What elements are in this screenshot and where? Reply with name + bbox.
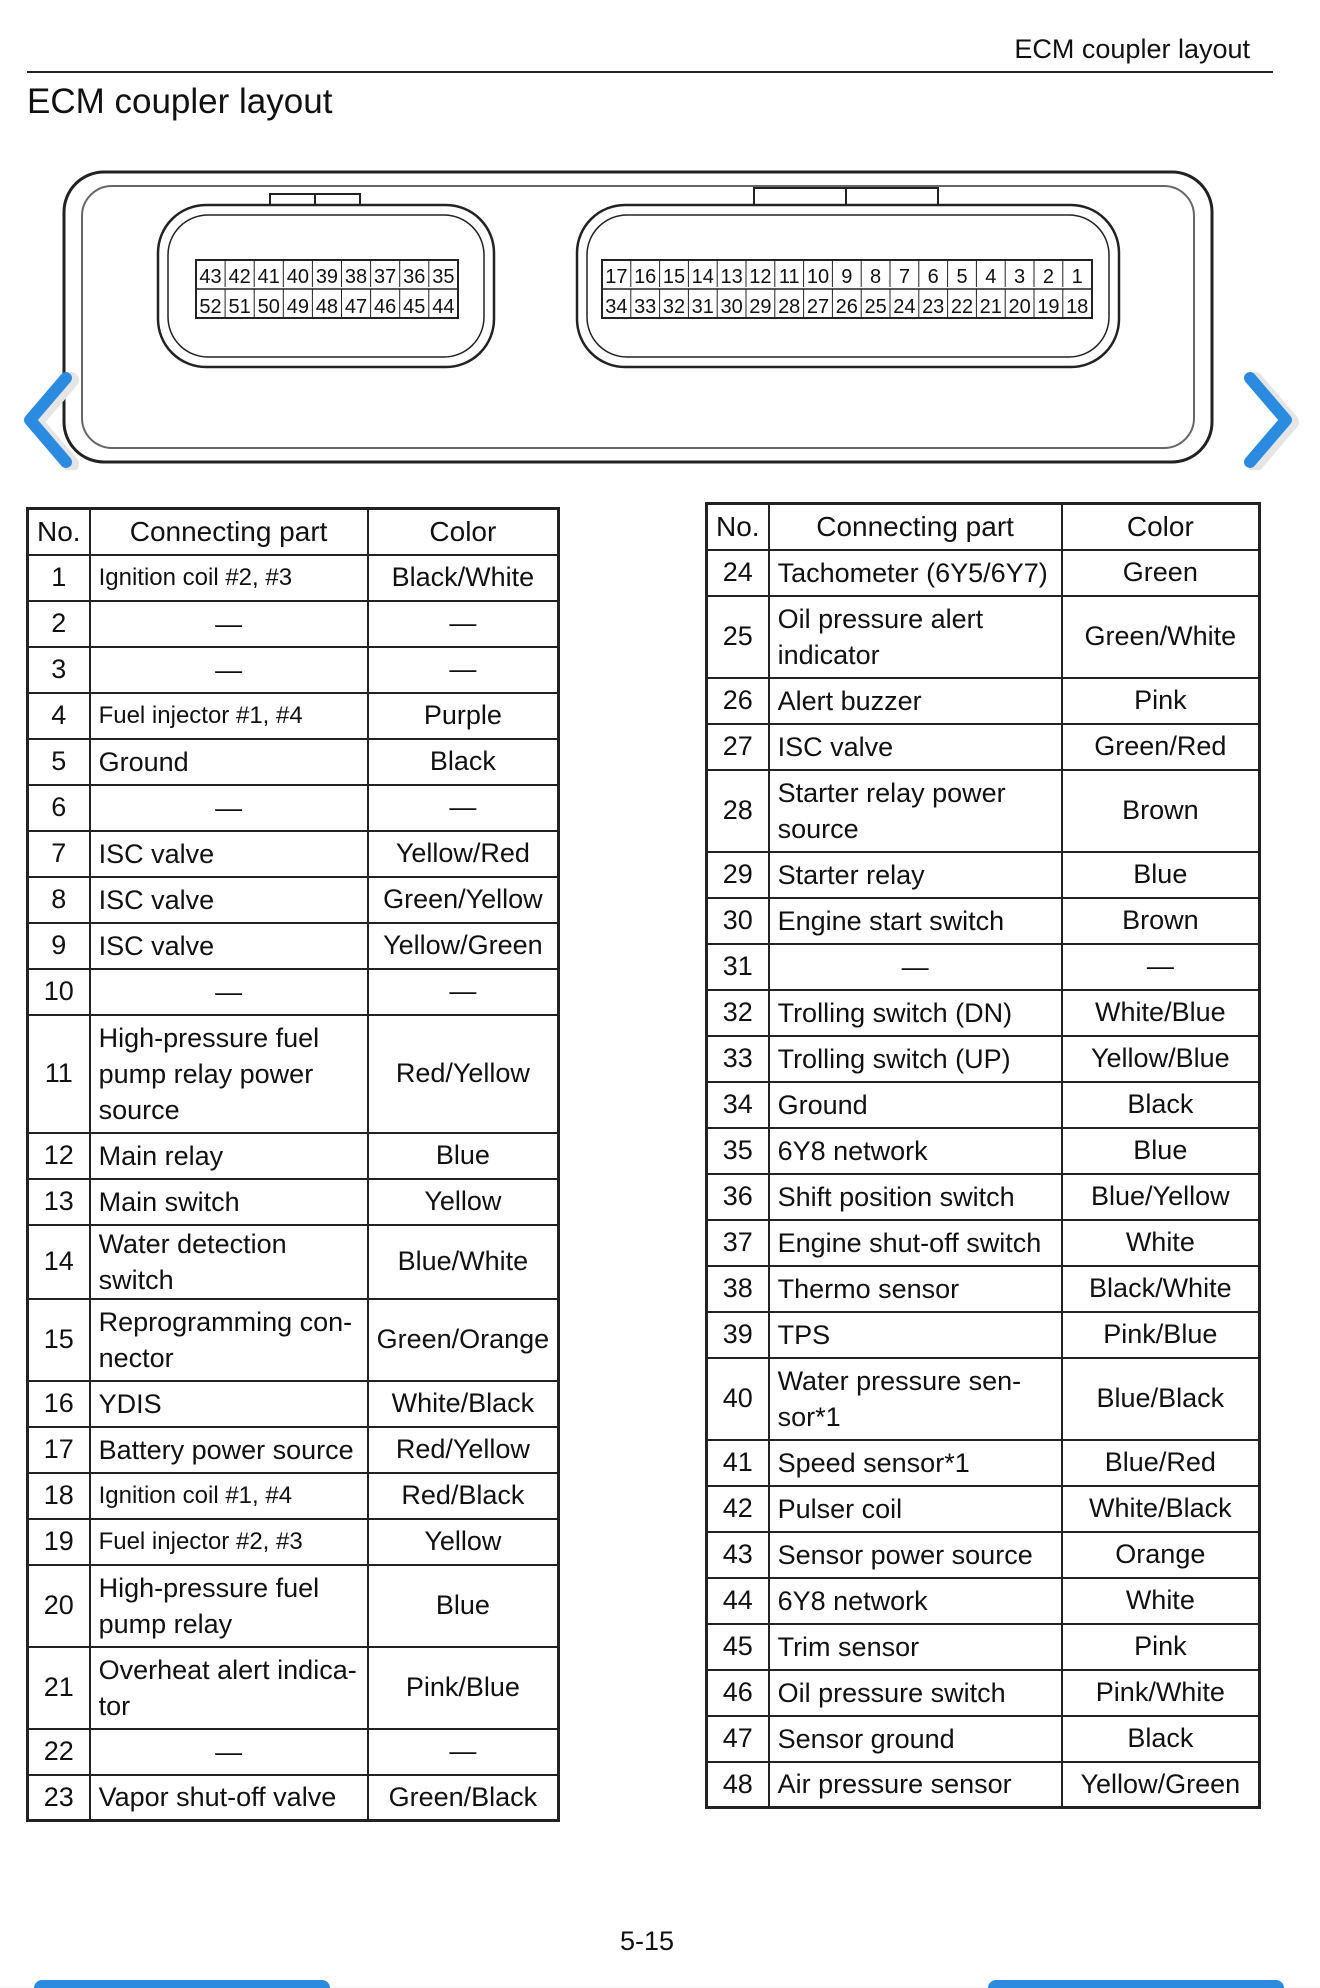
table-row: [28, 1299, 559, 1381]
wire-color: Green/Red: [1062, 724, 1260, 770]
pin-label: 45: [403, 296, 426, 318]
table-row: [28, 1647, 559, 1729]
pin-number: 22: [28, 1729, 90, 1775]
wire-color: —: [368, 601, 559, 647]
pin-label: 11: [778, 266, 800, 288]
pin-label: 25: [864, 296, 887, 318]
connecting-part: Trolling switch (DN): [769, 990, 1062, 1036]
wire-color: —: [368, 647, 559, 693]
pin-number: 33: [707, 1036, 769, 1082]
pin-label: 38: [344, 266, 368, 288]
table-row: [28, 785, 559, 831]
connecting-part: Main relay: [90, 1133, 368, 1179]
pin-label: 27: [806, 296, 830, 318]
pin-label: 1: [1071, 266, 1083, 288]
pin-number: 11: [28, 1015, 90, 1133]
connecting-part: Ignition coil #2, #3: [90, 555, 368, 601]
pin-number: 42: [707, 1486, 769, 1532]
pin-number: 12: [28, 1133, 90, 1179]
header-color: Color: [1062, 504, 1260, 550]
connecting-part: Reprogramming con- nector: [90, 1299, 368, 1381]
pin-number: 28: [707, 770, 769, 852]
wire-color: Yellow/Blue: [1062, 1036, 1260, 1082]
pin-number: 25: [707, 596, 769, 678]
pin-label: 12: [749, 266, 772, 288]
pin-label: 43: [199, 266, 222, 288]
table-row: [28, 1381, 559, 1427]
connecting-part: Tachometer (6Y5/6Y7): [769, 550, 1062, 596]
table-row: [28, 647, 559, 693]
table-row: [707, 724, 1260, 770]
wire-color: —: [1062, 944, 1260, 990]
wire-color: Blue/Black: [1062, 1358, 1260, 1440]
connecting-part: Speed sensor*1: [769, 1440, 1062, 1486]
table-row: [707, 1266, 1260, 1312]
table-row: [28, 1565, 559, 1647]
connecting-part: Ignition coil #1, #4: [90, 1473, 368, 1519]
wire-color: Pink: [1062, 678, 1260, 724]
pin-label: 39: [315, 266, 339, 288]
connecting-part: Shift position switch: [769, 1174, 1062, 1220]
table-row: [707, 1082, 1260, 1128]
table-row: [28, 1133, 559, 1179]
table-row: [707, 1762, 1260, 1808]
pin-label: 18: [1066, 296, 1089, 318]
running-header: ECM coupler layout: [1014, 34, 1250, 64]
pin-label: 35: [432, 266, 455, 288]
connecting-part: Oil pressure switch: [769, 1670, 1062, 1716]
table-row: [28, 1519, 559, 1565]
pin-label: 21: [979, 296, 1002, 318]
table-row: [28, 1473, 559, 1519]
pin-label: 37: [374, 266, 397, 288]
table-row: [28, 1427, 559, 1473]
pin-table-right: [705, 502, 1261, 1809]
pin-label: 36: [403, 266, 426, 288]
pin-label: 30: [720, 296, 743, 318]
table-row: [28, 831, 559, 877]
header-no: No.: [28, 509, 90, 555]
pin-label: 32: [662, 296, 686, 318]
connecting-part: ISC valve: [90, 923, 368, 969]
pin-label: 47: [344, 296, 368, 318]
pin-number: 24: [707, 550, 769, 596]
table-row: [28, 555, 559, 601]
pin-number: 44: [707, 1578, 769, 1624]
pin-label: 14: [691, 266, 714, 288]
pin-number: 16: [28, 1381, 90, 1427]
pin-label: 10: [806, 266, 830, 288]
wire-color: Orange: [1062, 1532, 1260, 1578]
pin-label: 4: [985, 266, 997, 288]
connecting-part: 6Y8 network: [769, 1578, 1062, 1624]
table-row: [707, 1440, 1260, 1486]
connecting-part: Vapor shut-off valve: [90, 1775, 368, 1821]
table-row: [707, 770, 1260, 852]
wire-color: Green: [1062, 550, 1260, 596]
wire-color: Blue: [1062, 1128, 1260, 1174]
pin-label: 5: [956, 266, 968, 288]
pin-label: 44: [432, 296, 455, 318]
pin-label: 28: [778, 296, 801, 318]
pin-number: 38: [707, 1266, 769, 1312]
connecting-part: Main switch: [90, 1179, 368, 1225]
pin-number: 40: [707, 1358, 769, 1440]
header-divider: [27, 71, 1273, 73]
table-row: [28, 969, 559, 1015]
connecting-part: ISC valve: [90, 831, 368, 877]
pin-number: 8: [28, 877, 90, 923]
pin-label: 19: [1037, 296, 1060, 318]
table-row: [707, 852, 1260, 898]
wire-color: Red/Black: [368, 1473, 559, 1519]
pin-label: 8: [870, 266, 882, 288]
table-row: [707, 1128, 1260, 1174]
wire-color: Blue: [368, 1565, 559, 1647]
pin-label: 50: [257, 296, 280, 318]
wire-color: Green/White: [1062, 596, 1260, 678]
pin-number: 4: [28, 693, 90, 739]
pin-number: 41: [707, 1440, 769, 1486]
pin-number: 3: [28, 647, 90, 693]
table-row: [707, 1716, 1260, 1762]
table-row: [28, 601, 559, 647]
wire-color: Yellow/Green: [368, 923, 559, 969]
table-row: [707, 1174, 1260, 1220]
wire-color: Green/Yellow: [368, 877, 559, 923]
table-row: [707, 1312, 1260, 1358]
pin-label: 7: [898, 266, 910, 288]
wire-color: Green/Orange: [368, 1299, 559, 1381]
pin-number: 10: [28, 969, 90, 1015]
connecting-part: Engine start switch: [769, 898, 1062, 944]
pin-label: 6: [927, 266, 939, 288]
wire-color: Pink/Blue: [1062, 1312, 1260, 1358]
pin-number: 15: [28, 1299, 90, 1381]
connecting-part: TPS: [769, 1312, 1062, 1358]
connecting-part: High-pressure fuel pump relay power source: [90, 1015, 368, 1133]
wire-color: Blue/White: [368, 1225, 559, 1299]
pin-label: 29: [749, 296, 772, 318]
connecting-part: High-pressure fuel pump relay: [90, 1565, 368, 1647]
pin-label: 24: [893, 296, 916, 318]
pin-number: 7: [28, 831, 90, 877]
pin-number: 37: [707, 1220, 769, 1266]
table-row: [707, 1358, 1260, 1440]
wire-color: Black/White: [368, 555, 559, 601]
wire-color: Blue/Yellow: [1062, 1174, 1260, 1220]
wire-color: Brown: [1062, 770, 1260, 852]
connecting-part: —: [90, 1729, 368, 1775]
pin-label: 49: [286, 296, 309, 318]
pin-label: 42: [228, 266, 251, 288]
connecting-part: Ground: [769, 1082, 1062, 1128]
wire-color: Blue: [368, 1133, 559, 1179]
connecting-part: Pulser coil: [769, 1486, 1062, 1532]
pin-label: 41: [257, 266, 280, 288]
connecting-part: Ground: [90, 739, 368, 785]
connecting-part: Starter relay power source: [769, 770, 1062, 852]
wire-color: White: [1062, 1578, 1260, 1624]
table-row: [28, 739, 559, 785]
connecting-part: —: [769, 944, 1062, 990]
wire-color: Blue/Red: [1062, 1440, 1260, 1486]
pin-label: 23: [922, 296, 945, 318]
pin-number: 6: [28, 785, 90, 831]
connecting-part: Thermo sensor: [769, 1266, 1062, 1312]
pin-label: 40: [286, 266, 309, 288]
large-connector: [577, 188, 1119, 367]
ecm-coupler-diagram: [0, 160, 1320, 480]
table-header-row: [707, 504, 1260, 550]
connecting-part: —: [90, 969, 368, 1015]
pin-number: 47: [707, 1716, 769, 1762]
pin-number: 43: [707, 1532, 769, 1578]
pin-table-left: [26, 507, 560, 1822]
wire-color: Brown: [1062, 898, 1260, 944]
connecting-part: Fuel injector #2, #3: [90, 1519, 368, 1565]
connecting-part: Alert buzzer: [769, 678, 1062, 724]
pin-number: 31: [707, 944, 769, 990]
wire-color: White: [1062, 1220, 1260, 1266]
wire-color: —: [368, 1729, 559, 1775]
connecting-part: 6Y8 network: [769, 1128, 1062, 1174]
header-color: Color: [368, 509, 559, 555]
pin-number: 36: [707, 1174, 769, 1220]
pin-label: 17: [605, 266, 628, 288]
pin-number: 32: [707, 990, 769, 1036]
pin-label: 26: [835, 296, 858, 318]
pin-label: 2: [1042, 266, 1054, 288]
connecting-part: ISC valve: [90, 877, 368, 923]
page-title: ECM coupler layout: [27, 82, 333, 121]
pin-number: 1: [28, 555, 90, 601]
pin-number: 21: [28, 1647, 90, 1729]
wire-color: Purple: [368, 693, 559, 739]
table-row: [707, 1486, 1260, 1532]
pin-label: 48: [315, 296, 339, 318]
connecting-part: Trim sensor: [769, 1624, 1062, 1670]
pin-label: 31: [691, 296, 714, 318]
pin-number: 35: [707, 1128, 769, 1174]
connecting-part: Fuel injector #1, #4: [90, 693, 368, 739]
pin-number: 19: [28, 1519, 90, 1565]
wire-color: Black: [368, 739, 559, 785]
page-number: 5-15: [620, 1926, 675, 1956]
wire-color: —: [368, 969, 559, 1015]
table-row: [707, 1670, 1260, 1716]
table-row: [707, 1220, 1260, 1266]
pin-number: 13: [28, 1179, 90, 1225]
pin-label: 9: [841, 266, 853, 288]
pin-label: 20: [1008, 296, 1031, 318]
wire-color: Red/Yellow: [368, 1015, 559, 1133]
wire-color: Green/Black: [368, 1775, 559, 1821]
table-row: [28, 1775, 559, 1821]
wire-color: Red/Yellow: [368, 1427, 559, 1473]
table-row: [28, 1225, 559, 1299]
connecting-part: YDIS: [90, 1381, 368, 1427]
table-row: [707, 1624, 1260, 1670]
wire-color: Blue: [1062, 852, 1260, 898]
pin-label: 34: [605, 296, 628, 318]
pin-number: 30: [707, 898, 769, 944]
pin-number: 26: [707, 678, 769, 724]
connecting-part: Trolling switch (UP): [769, 1036, 1062, 1082]
table-row: [707, 678, 1260, 724]
connecting-part: —: [90, 785, 368, 831]
table-row: [707, 1578, 1260, 1624]
table-row: [707, 1036, 1260, 1082]
chevron-left-icon[interactable]: [16, 370, 80, 470]
pin-number: 2: [28, 601, 90, 647]
table-row: [707, 990, 1260, 1036]
pin-label: 16: [634, 266, 657, 288]
wire-color: Yellow: [368, 1519, 559, 1565]
connecting-part: Air pressure sensor: [769, 1762, 1062, 1808]
pin-number: 39: [707, 1312, 769, 1358]
table-row: [28, 1179, 559, 1225]
pin-label: 15: [662, 266, 686, 288]
chevron-right-icon[interactable]: [1236, 370, 1300, 470]
table-row: [28, 1729, 559, 1775]
pin-number: 46: [707, 1670, 769, 1716]
table-row: [28, 693, 559, 739]
pin-label: 3: [1014, 266, 1026, 288]
header-no: No.: [707, 504, 769, 550]
table-row: [28, 1015, 559, 1133]
pin-number: 27: [707, 724, 769, 770]
connecting-part: ISC valve: [769, 724, 1062, 770]
pin-number: 17: [28, 1427, 90, 1473]
pin-number: 9: [28, 923, 90, 969]
wire-color: Yellow/Red: [368, 831, 559, 877]
wire-color: —: [368, 785, 559, 831]
connecting-part: Sensor power source: [769, 1532, 1062, 1578]
table-row: [707, 944, 1260, 990]
connecting-part: Oil pressure alert indicator: [769, 596, 1062, 678]
pin-number: 34: [707, 1082, 769, 1128]
wire-color: White/Black: [368, 1381, 559, 1427]
pin-number: 20: [28, 1565, 90, 1647]
wire-color: White/Blue: [1062, 990, 1260, 1036]
wire-color: Black: [1062, 1082, 1260, 1128]
pin-number: 48: [707, 1762, 769, 1808]
pin-label: 51: [228, 296, 251, 318]
table-header-row: [28, 509, 559, 555]
pin-number: 45: [707, 1624, 769, 1670]
table-row: [707, 596, 1260, 678]
wire-color: Yellow: [368, 1179, 559, 1225]
wire-color: Black/White: [1062, 1266, 1260, 1312]
connecting-part: Water detection switch: [90, 1225, 368, 1299]
small-connector: [158, 194, 494, 367]
wire-color: Pink/White: [1062, 1670, 1260, 1716]
wire-color: Pink/Blue: [368, 1647, 559, 1729]
table-row: [707, 898, 1260, 944]
table-row: [707, 550, 1260, 596]
pin-label: 22: [950, 296, 974, 318]
header-connecting-part: Connecting part: [769, 504, 1062, 550]
connecting-part: Overheat alert indica- tor: [90, 1647, 368, 1729]
connecting-part: Battery power source: [90, 1427, 368, 1473]
wire-color: Pink: [1062, 1624, 1260, 1670]
table-row: [28, 877, 559, 923]
pin-number: 14: [28, 1225, 90, 1299]
pin-label: 46: [374, 296, 397, 318]
pin-label: 13: [720, 266, 743, 288]
pin-number: 5: [28, 739, 90, 785]
connecting-part: Water pressure sen- sor*1: [769, 1358, 1062, 1440]
pin-label: 33: [634, 296, 657, 318]
pin-number: 23: [28, 1775, 90, 1821]
pin-label: 52: [199, 296, 222, 318]
pin-number: 18: [28, 1473, 90, 1519]
table-row: [28, 923, 559, 969]
header-connecting-part: Connecting part: [90, 509, 368, 555]
connecting-part: Sensor ground: [769, 1716, 1062, 1762]
wire-color: Yellow/Green: [1062, 1762, 1260, 1808]
connecting-part: —: [90, 647, 368, 693]
table-row: [707, 1532, 1260, 1578]
connecting-part: Engine shut-off switch: [769, 1220, 1062, 1266]
pin-number: 29: [707, 852, 769, 898]
connecting-part: —: [90, 601, 368, 647]
wire-color: Black: [1062, 1716, 1260, 1762]
connecting-part: Starter relay: [769, 852, 1062, 898]
wire-color: White/Black: [1062, 1486, 1260, 1532]
